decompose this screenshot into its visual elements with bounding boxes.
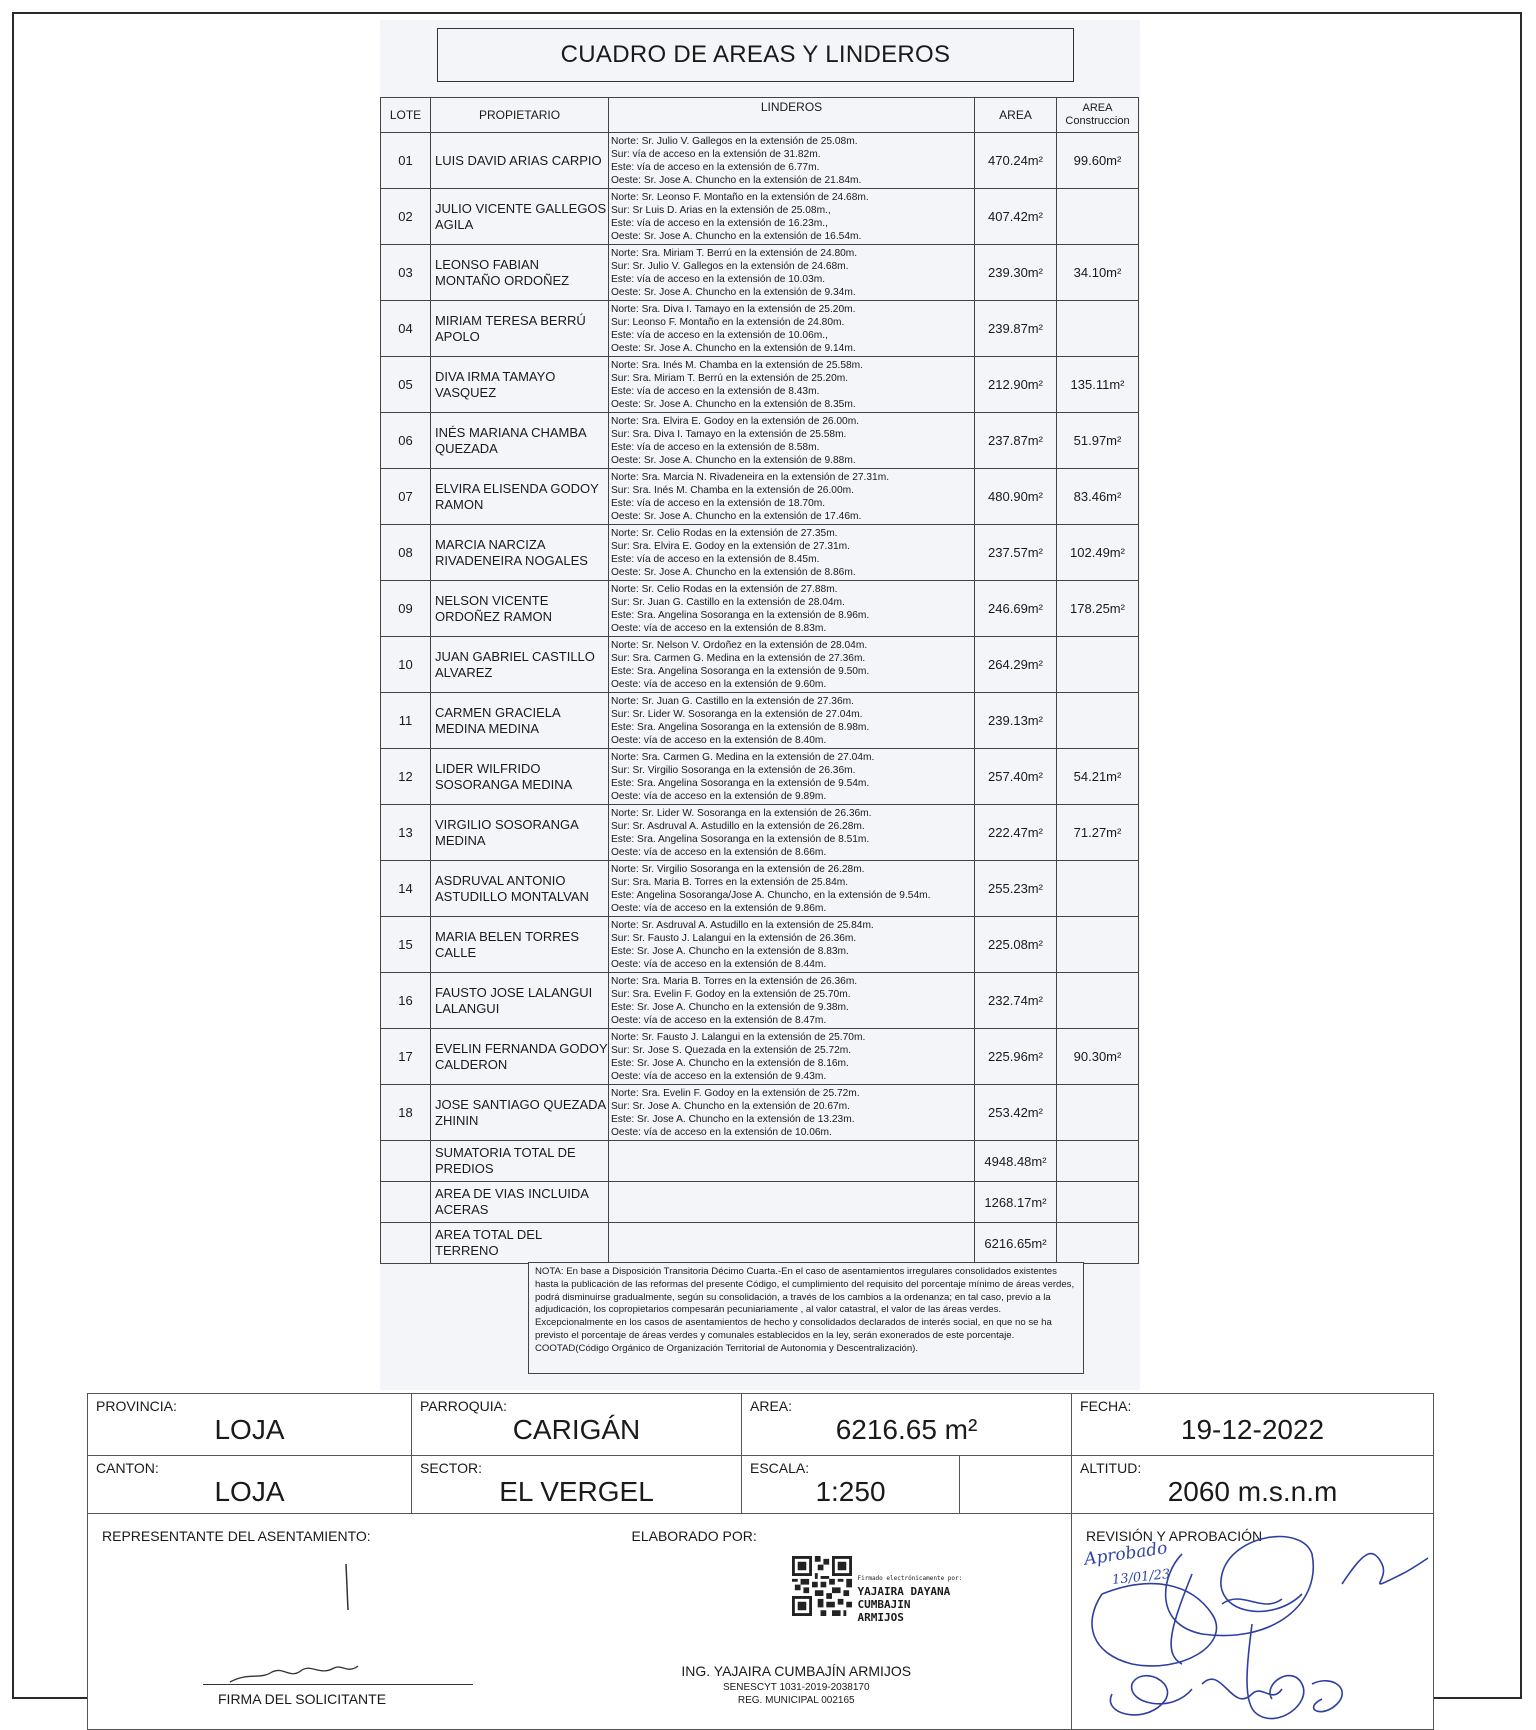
propietario-name: MIRIAM TERESA BERRÚ APOLO [431,301,609,357]
lindero-line: Sur: Sra. Maria B. Torres en la extensión de 25.84m. [611,876,849,888]
propietario-name: LUIS DAVID ARIAS CARPIO [431,133,609,189]
linderos-cell [609,133,975,189]
propietario-name: LEONSO FABIAN MONTAÑO ORDOÑEZ [431,245,609,301]
construccion-value [1057,973,1139,1029]
lindero-line: Norte: Sr. Nelson V. Ordoñez en la extensión de 28.04m. [611,639,868,651]
lindero-line: Sur: Sra. Evelin F. Godoy en la extensión de 25.70m. [611,988,851,1000]
lindero-line: Oeste: Sr. Jose A. Chuncho en la extensión de 8.86m. [611,566,856,578]
representante-label: REPRESENTANTE DEL ASENTAMIENTO: [102,1528,371,1544]
engineer-name: ING. YAJAIRA CUMBAJÍN ARMIJOS [681,1663,912,1679]
totals-construccion-blank [1057,1223,1139,1264]
linderos-cell [609,749,975,805]
lindero-line: Este: vía de acceso en la extensión de 16.23m., [611,217,828,229]
lots-body [381,133,1139,1141]
linderos-cell [609,1029,975,1085]
linderos-cell [609,301,975,357]
elaborado-label: ELABORADO POR: [631,1528,757,1544]
area-value: 407.42m² [975,189,1057,245]
lindero-line: Oeste: Sr. Jose A. Chuncho en la extensión de 17.46m. [611,510,862,522]
table-row [381,301,1139,357]
lindero-line: Norte: Sra. Elvira E. Godoy en la extensión de 26.00m. [611,415,860,427]
lindero-line: Este: Sr. Jose A. Chuncho en la extensión de 8.16m. [611,1057,849,1069]
altitud-value: 2060 m.s.n.m [1167,1476,1338,1507]
linderos-cell [609,189,975,245]
totals-label: AREA TOTAL DEL TERRENO [431,1223,609,1264]
aprobado-date: 13/01/23 [1111,1566,1172,1589]
lindero-line: Este: vía de acceso en la extensión de 10.03m. [611,273,826,285]
applicant-signature-icon [208,1554,488,1694]
lindero-line: Este: Sra. Angelina Sosoranga en la extensión de 9.50m. [611,665,870,677]
table-row [381,357,1139,413]
lindero-line: Norte: Sra. Inés M. Chamba en la extensión de 25.58m. [611,359,863,371]
lindero-line: Este: vía de acceso en la extensión de 8.58m. [611,441,820,453]
lindero-line: Este: vía de acceso en la extensión de 8.45m. [611,553,820,565]
revision-label: REVISIÓN Y APROBACIÓN [1086,1528,1263,1544]
totals-blank [381,1141,431,1182]
provincia-cell [88,1394,412,1456]
lindero-line: Este: vía de acceso en la extensión de 10.06m., [611,329,828,341]
engineer-credentials [522,1681,1072,1707]
lindero-line: Oeste: Sr. Jose A. Chuncho en la extensión de 16.54m. [611,230,862,242]
lote-number: 04 [381,301,431,357]
linderos-cell [609,917,975,973]
lindero-line: Oeste: vía de acceso en la extensión de 8.40m. [611,734,827,746]
escala-label: ESCALA: [750,1460,810,1476]
lindero-line: Sur: Sra. Inés M. Chamba en la extensión de 26.00m. [611,484,854,496]
construccion-value [1057,917,1139,973]
lindero-line: Oeste: vía de acceso en la extensión de 9.86m. [611,902,827,914]
parroquia-cell [412,1394,742,1456]
linderos-cell [609,245,975,301]
canton-cell [88,1456,412,1514]
lote-number: 12 [381,749,431,805]
totals-linderos-blank [609,1182,975,1223]
totals-row [381,1223,1139,1264]
areas-table [380,97,1139,1264]
area-value: 212.90m² [975,357,1057,413]
signer-line-1: YAJAIRA DAYANA [857,1585,951,1598]
lindero-line: Sur: Sra. Elvira E. Godoy en la extensión de 27.31m. [611,540,850,552]
totals-construccion-blank [1057,1141,1139,1182]
blank-cell [960,1456,1072,1514]
lindero-line: Norte: Sr. Asdruval A. Astudillo en la extensión de 25.84m. [611,919,874,931]
construccion-value: 34.10m² [1057,245,1139,301]
lindero-line: Norte: Sr. Julio V. Gallegos en la extensión de 25.08m. [611,135,858,147]
fecha-cell [1072,1394,1434,1456]
totals-linderos-blank [609,1223,975,1264]
signer-line-3: ARMIJOS [857,1611,904,1624]
lote-number: 09 [381,581,431,637]
linderos-cell [609,973,975,1029]
sector-cell [412,1456,742,1514]
propietario-name: FAUSTO JOSE LALANGUI LALANGUI [431,973,609,1029]
construccion-value: 54.21m² [1057,749,1139,805]
header-area-construccion [1057,98,1139,133]
linderos-cell [609,861,975,917]
lindero-line: Norte: Sra. Evelin F. Godoy en la extensión de 25.72m. [611,1087,860,1099]
altitud-cell [1072,1456,1434,1514]
table-row [381,917,1139,973]
sector-label: SECTOR: [420,1460,482,1476]
construccion-value [1057,1085,1139,1141]
lindero-line: Sur: Sr. Lider W. Sosoranga en la extensión de 27.04m. [611,708,863,720]
propietario-name: EVELIN FERNANDA GODOY CALDERON [431,1029,609,1085]
totals-row [381,1141,1139,1182]
lote-number: 16 [381,973,431,1029]
qr-caption: Firmado electrónicamente por: [857,1575,963,1582]
totals-construccion-blank [1057,1182,1139,1223]
lindero-line: Este: Sra. Angelina Sosoranga en la extensión de 8.96m. [611,609,870,621]
lindero-line: Norte: Sr. Virgilio Sosoranga en la extensión de 26.28m. [611,863,865,875]
header-propietario: PROPIETARIO [431,98,609,133]
linderos-cell [609,581,975,637]
area-value: 255.23m² [975,861,1057,917]
construccion-value: 102.49m² [1057,525,1139,581]
lindero-line: Oeste: vía de acceso en la extensión de 10.06m. [611,1126,832,1138]
totals-blank [381,1182,431,1223]
signature-line [203,1684,473,1685]
senescyt-number: SENESCYT 1031-2019-2038170 [722,1682,870,1693]
lindero-line: Este: Sr. Jose A. Chuncho en la extensión de 9.38m. [611,1001,849,1013]
header-area-construccion-2: Construccion [1065,115,1130,127]
area-value: 225.96m² [975,1029,1057,1085]
area-value: 264.29m² [975,637,1057,693]
lindero-line: Sur: Sr. Jose S. Quezada en la extensión de 25.72m. [611,1044,852,1056]
lindero-line: Sur: Sr. Virgilio Sosoranga en la extensión de 26.36m. [611,764,856,776]
lindero-line: Sur: Sr. Asdruval A. Astudillo en la extensión de 26.28m. [611,820,865,832]
area-value: 470.24m² [975,133,1057,189]
linderos-cell [609,469,975,525]
lindero-line: Sur: Sr. Jose A. Chuncho en la extensión de 20.67m. [611,1100,850,1112]
area-value: 232.74m² [975,973,1057,1029]
propietario-name: NELSON VICENTE ORDOÑEZ RAMON [431,581,609,637]
propietario-name: MARCIA NARCIZA RIVADENEIRA NOGALES [431,525,609,581]
linderos-cell [609,693,975,749]
lindero-line: Este: Sr. Jose A. Chuncho en la extensión de 13.23m. [611,1113,855,1125]
qr-code-icon [792,1556,852,1616]
lindero-line: Norte: Sra. Carmen G. Medina en la extensión de 27.04m. [611,751,875,763]
construccion-value [1057,189,1139,245]
table-header-row [381,98,1139,133]
canton-value: LOJA [214,1476,285,1507]
header-lote: LOTE [381,98,431,133]
area-value: 222.47m² [975,805,1057,861]
propietario-name: VIRGILIO SOSORANGA MEDINA [431,805,609,861]
parroquia-value: CARIGÁN [512,1414,641,1445]
totals-area: 1268.17m² [975,1182,1057,1223]
area-value: 480.90m² [975,469,1057,525]
lindero-line: Sur: Sra. Miriam T. Berrú en la extensión de 25.20m. [611,372,849,384]
lindero-line: Norte: Sra. Maria B. Torres en la extensión de 26.36m. [611,975,858,987]
lindero-line: Oeste: vía de acceso en la extensión de 9.89m. [611,790,827,802]
lindero-line: Norte: Sr. Lider W. Sosoranga en la extensión de 26.36m. [611,807,872,819]
table-row [381,413,1139,469]
lindero-line: Oeste: vía de acceso en la extensión de 8.66m. [611,846,827,858]
table-row [381,973,1139,1029]
area-cell [742,1394,1072,1456]
lindero-line: Oeste: Sr. Jose A. Chuncho en la extensión de 21.84m. [611,174,862,186]
fecha-value: 19-12-2022 [1180,1414,1325,1445]
lindero-line: Oeste: Sr. Jose A. Chuncho en la extensión de 9.88m. [611,454,856,466]
header-area-construccion-1: AREA [1082,102,1113,114]
lote-number: 17 [381,1029,431,1085]
propietario-name: ELVIRA ELISENDA GODOY RAMON [431,469,609,525]
lote-number: 14 [381,861,431,917]
construccion-value: 71.27m² [1057,805,1139,861]
area-value: 237.87m² [975,413,1057,469]
totals-area: 4948.48m² [975,1141,1057,1182]
lindero-line: Oeste: vía de acceso en la extensión de 8.47m. [611,1014,827,1026]
lindero-line: Norte: Sra. Marcia N. Rivadeneira en la extensión de 27.31m. [611,471,890,483]
firma-solicitante-label: FIRMA DEL SOLICITANTE [218,1691,387,1707]
lindero-line: Norte: Sr. Leonso F. Montaño en la extensión de 24.68m. [611,191,869,203]
lindero-line: Sur: Sr. Fausto J. Lalangui en la extensión de 26.36m. [611,932,857,944]
propietario-name: INÉS MARIANA CHAMBA QUEZADA [431,413,609,469]
construccion-value: 135.11m² [1057,357,1139,413]
lindero-line: Este: Sr. Jose A. Chuncho en la extensión de 8.83m. [611,945,849,957]
construccion-value [1057,301,1139,357]
table-row [381,693,1139,749]
lote-number: 18 [381,1085,431,1141]
area-value: 237.57m² [975,525,1057,581]
construccion-value: 99.60m² [1057,133,1139,189]
lote-number: 06 [381,413,431,469]
provincia-value: LOJA [214,1414,285,1445]
lindero-line: Norte: Sr. Juan G. Castillo en la extensión de 27.36m. [611,695,854,707]
linderos-cell [609,1085,975,1141]
lindero-line: Sur: Sra. Carmen G. Medina en la extensión de 27.36m. [611,652,866,664]
table-row [381,189,1139,245]
lindero-line: Sur: Sr. Julio V. Gallegos en la extensión de 24.68m. [611,260,849,272]
lote-number: 07 [381,469,431,525]
lindero-line: Norte: Sr. Fausto J. Lalangui en la extensión de 25.70m. [611,1031,866,1043]
area-value: 239.87m² [975,301,1057,357]
lindero-line: Este: Sra. Angelina Sosoranga en la extensión de 8.98m. [611,721,870,733]
lindero-line: Oeste: Sr. Jose A. Chuncho en la extensión de 9.14m. [611,342,856,354]
linderos-cell [609,525,975,581]
lote-number: 03 [381,245,431,301]
header-area: AREA [975,98,1057,133]
canton-label: CANTON: [96,1460,159,1476]
lindero-line: Oeste: vía de acceso en la extensión de 8.44m. [611,958,827,970]
info-table [87,1393,1434,1730]
provincia-label: PROVINCIA: [96,1398,177,1414]
table-row [381,805,1139,861]
lote-number: 15 [381,917,431,973]
lindero-line: Este: Sra. Angelina Sosoranga en la extensión de 9.54m. [611,777,870,789]
propietario-name: JOSE SANTIAGO QUEZADA ZHININ [431,1085,609,1141]
area-value: 6216.65 m² [835,1414,978,1445]
construccion-value: 51.97m² [1057,413,1139,469]
table-row [381,637,1139,693]
linderos-cell [609,413,975,469]
aprobado-annotation: Aprobado [1083,1538,1169,1570]
propietario-name: CARMEN GRACIELA MEDINA MEDINA [431,693,609,749]
linderos-cell [609,637,975,693]
area-label: AREA: [750,1398,793,1414]
lindero-line: Sur: vía de acceso en la extensión de 31.82m. [611,148,821,160]
lindero-line: Sur: Sr Luis D. Arias en la extensión de 25.08m., [611,204,831,216]
construccion-value [1057,861,1139,917]
area-value: 239.13m² [975,693,1057,749]
reg-municipal-number: REG. MUNICIPAL 002165 [737,1695,855,1706]
elaborado-cell [631,1514,1072,1730]
lindero-line: Norte: Sra. Miriam T. Berrú en la extensión de 24.80m. [611,247,858,259]
table-row [381,1085,1139,1141]
escala-value: 1:250 [815,1476,886,1507]
approval-signatures-icon [1072,1514,1434,1729]
table-row [381,861,1139,917]
lindero-line: Oeste: Sr. Jose A. Chuncho en la extensión de 8.35m. [611,398,856,410]
lindero-line: Oeste: vía de acceso en la extensión de 9.43m. [611,1070,827,1082]
totals-label: AREA DE VIAS INCLUIDA ACERAS [431,1182,609,1223]
propietario-name: JULIO VICENTE GALLEGOS AGILA [431,189,609,245]
construccion-value: 90.30m² [1057,1029,1139,1085]
lindero-line: Sur: Leonso F. Montaño en la extensión de 24.80m. [611,316,845,328]
lote-number: 05 [381,357,431,413]
linderos-cell [609,357,975,413]
construccion-value [1057,637,1139,693]
sector-value: EL VERGEL [499,1476,654,1507]
table-row [381,581,1139,637]
lindero-line: Norte: Sr. Celio Rodas en la extensión de 27.88m. [611,583,838,595]
lindero-line: Este: Angelina Sosoranga/Jose A. Chuncho, en la extensión de 9.54m. [611,889,931,901]
fecha-label: FECHA: [1080,1398,1132,1414]
propietario-name: ASDRUVAL ANTONIO ASTUDILLO MONTALVAN [431,861,609,917]
totals-area: 6216.65m² [975,1223,1057,1264]
propietario-name: DIVA IRMA TAMAYO VASQUEZ [431,357,609,413]
area-value: 257.40m² [975,749,1057,805]
lote-number: 10 [381,637,431,693]
totals-body [381,1141,1139,1264]
header-linderos: LINDEROS [609,98,975,133]
lindero-line: Oeste: vía de acceso en la extensión de 9.60m. [611,678,827,690]
table-row [381,245,1139,301]
lindero-line: Este: vía de acceso en la extensión de 8.43m. [611,385,820,397]
signer-line-2: CUMBAJIN [857,1598,911,1611]
table-row [381,469,1139,525]
construccion-value: 178.25m² [1057,581,1139,637]
propietario-name: LIDER WILFRIDO SOSORANGA MEDINA [431,749,609,805]
parroquia-label: PARROQUIA: [420,1398,507,1414]
lindero-line: Oeste: Sr. Jose A. Chuncho en la extensión de 9.34m. [611,286,856,298]
lote-number: 08 [381,525,431,581]
lindero-line: Este: vía de acceso en la extensión de 6.77m. [611,161,820,173]
construccion-value [1057,693,1139,749]
table-row [381,525,1139,581]
lindero-line: Sur: Sra. Diva I. Tamayo en la extensión de 25.58m. [611,428,847,440]
table-row [381,1029,1139,1085]
lindero-line: Norte: Sr. Celio Rodas en la extensión de 27.35m. [611,527,838,539]
propietario-name: MARIA BELEN TORRES CALLE [431,917,609,973]
propietario-name: JUAN GABRIEL CASTILLO ALVAREZ [431,637,609,693]
nota-text: NOTA: En base a Disposición Transitoria Décimo Cuarta.-En el caso de asentamientos irregulares consolidados existentes hasta la publicación de las reformas del presente Código, el cumplimiento del requisito del porcentaje mínimo de áreas verdes, podrá disminuirse gradualmente, según su consolidación, a través de los cambios a la ordenanza; en tal caso, previo a la adjudicación, los copropietarios compesarán pecuniariamente , al valor catastral, el valor de las áreas verdes. Excepcionalmente en los casos de asentamientos de hecho y consolidados declarados de interés social, en que no se ha previsto el porcentaje de áreas verdes y comunales establecidos en la ley, serán exonerados de este porcentaje. COOTAD(Código Orgánico de Organización Territorial de Autonomia y Descentralización). [528,1262,1084,1374]
lindero-line: Sur: Sr. Juan G. Castillo en la extensión de 28.04m. [611,596,845,608]
table-row [381,749,1139,805]
table-row [381,133,1139,189]
totals-blank [381,1223,431,1264]
signer-block [858,1572,963,1624]
lindero-line: Este: vía de acceso en la extensión de 18.70m. [611,497,826,509]
totals-row [381,1182,1139,1223]
lindero-line: Norte: Sra. Diva I. Tamayo en la extensión de 25.20m. [611,303,856,315]
lindero-line: Oeste: vía de acceso en la extensión de 8.83m. [611,622,827,634]
lote-number: 02 [381,189,431,245]
escala-cell [742,1456,960,1514]
lindero-line: Este: Sra. Angelina Sosoranga en la extensión de 8.51m. [611,833,870,845]
altitud-label: ALTITUD: [1080,1460,1142,1476]
area-value: 253.42m² [975,1085,1057,1141]
linderos-cell [609,805,975,861]
construccion-value: 83.46m² [1057,469,1139,525]
document-title: CUADRO DE AREAS Y LINDEROS [437,28,1074,82]
totals-linderos-blank [609,1141,975,1182]
area-value: 239.30m² [975,245,1057,301]
revision-cell [1072,1514,1434,1730]
totals-label: SUMATORIA TOTAL DE PREDIOS [431,1141,609,1182]
lote-number: 01 [381,133,431,189]
area-value: 225.08m² [975,917,1057,973]
area-value: 246.69m² [975,581,1057,637]
lote-number: 11 [381,693,431,749]
lote-number: 13 [381,805,431,861]
